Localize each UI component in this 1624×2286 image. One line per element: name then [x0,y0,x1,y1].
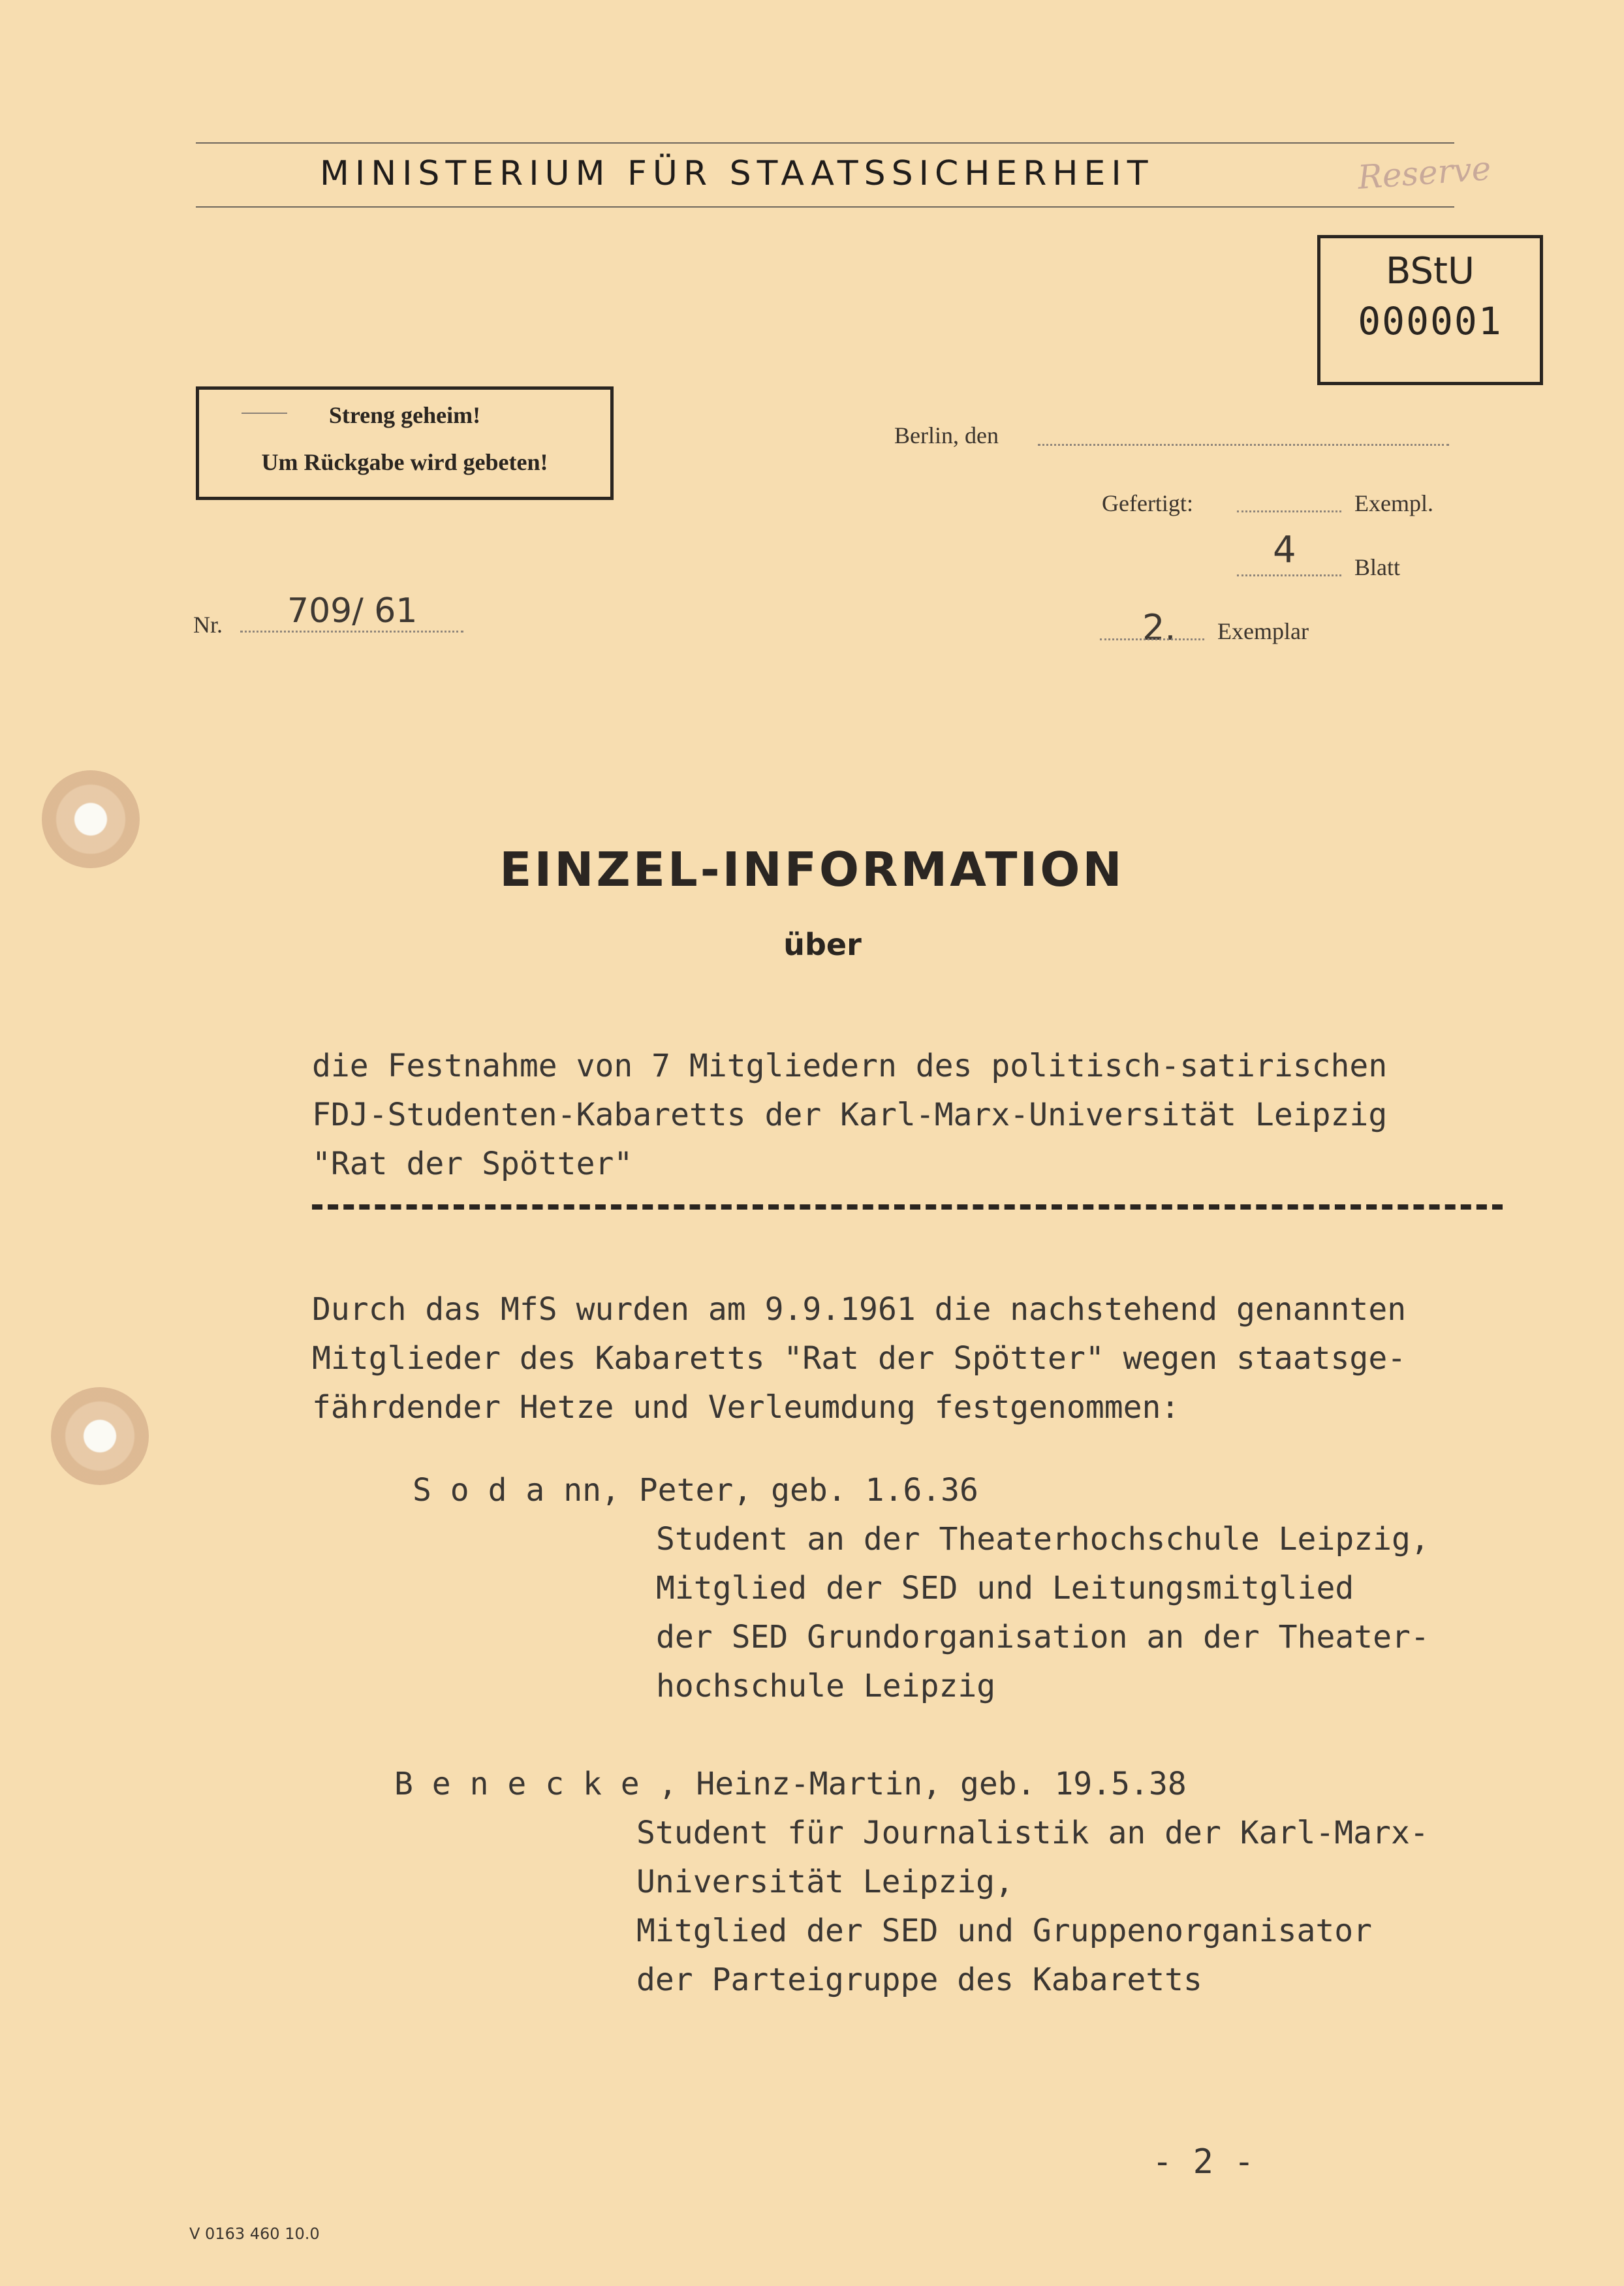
intro-line-1: Durch das MfS wurden am 9.9.1961 die nachstehend genannten [312,1291,1407,1328]
person-1-detail-4: hochschule Leipzig [656,1668,996,1704]
ministry-heading: MINISTERIUM FÜR STAATSSICHERHEIT [320,154,1154,193]
person-2-detail-2: Universität Leipzig, [636,1864,1014,1900]
header-rule-top [196,142,1454,144]
page-number: - 2 - [1152,2142,1255,2182]
person-2-detail-4: der Parteigruppe des Kabaretts [636,1962,1202,1998]
archive-stamp [1317,235,1543,385]
subject-line-3: "Rat der Spötter" [312,1146,633,1182]
intro-line-3: fährdender Hetze und Verleumdung festgenommen: [312,1389,1180,1426]
person-2-name: B e n e c k e , Heinz-Martin, geb. 19.5.38 [394,1766,1187,1802]
berlin-date-label: Berlin, den [894,422,999,448]
nr-label: Nr. [193,612,223,638]
nr-value: 709/ 61 [287,591,418,631]
classification-line-2: Um Rückgabe wird gebeten! [261,449,548,475]
person-2-detail-3: Mitglied der SED und Gruppenorganisator [636,1913,1373,1949]
classification-box [196,386,614,500]
blatt-label: Blatt [1354,554,1400,580]
blatt-line [1237,574,1341,576]
person-1-name: S o d a nn, Peter, geb. 1.6.36 [413,1472,978,1509]
header-rule-bottom [196,206,1454,208]
person-1-detail-1: Student an der Theaterhochschule Leipzig, [656,1521,1429,1558]
classification-line-1: Streng geheim! [328,402,481,428]
archive-stamp-label: BStU [1386,250,1475,292]
person-1-detail-3: der SED Grundorganisation an der Theater- [656,1619,1429,1655]
exemplar-line [1100,638,1204,640]
blatt-count: 4 [1273,529,1296,571]
gefertigt-line [1237,510,1341,512]
handwritten-reserve-note: Reserve [1356,149,1493,197]
subject-line-2: FDJ-Studenten-Kabaretts der Karl-Marx-Universität Leipzig [312,1097,1388,1133]
berlin-date-line [1038,444,1449,446]
classification-dash [242,413,287,414]
exemplar-label: Exemplar [1217,618,1309,644]
archive-stamp-number: 000001 [1358,299,1503,343]
person-1-detail-2: Mitglied der SED und Leitungsmitglied [656,1570,1354,1606]
exemplar-number: 2. [1142,607,1176,648]
punch-hole-bottom [51,1387,149,1485]
document-subtitle: über [783,927,862,962]
document-title: EINZEL-INFORMATION [499,842,1125,897]
intro-line-2: Mitglieder des Kabaretts "Rat der Spötter" wegen staatsge- [312,1340,1407,1377]
separator-dashes [312,1204,1503,1210]
nr-line [240,631,463,633]
subject-line-1: die Festnahme von 7 Mitgliedern des politisch-satirischen [312,1048,1388,1084]
person-2-detail-1: Student für Journalistik an der Karl-Marx- [636,1815,1429,1851]
exempl-label: Exempl. [1354,490,1433,516]
form-code: V 0163 460 10.0 [189,2225,320,2243]
gefertigt-label: Gefertigt: [1102,490,1193,516]
